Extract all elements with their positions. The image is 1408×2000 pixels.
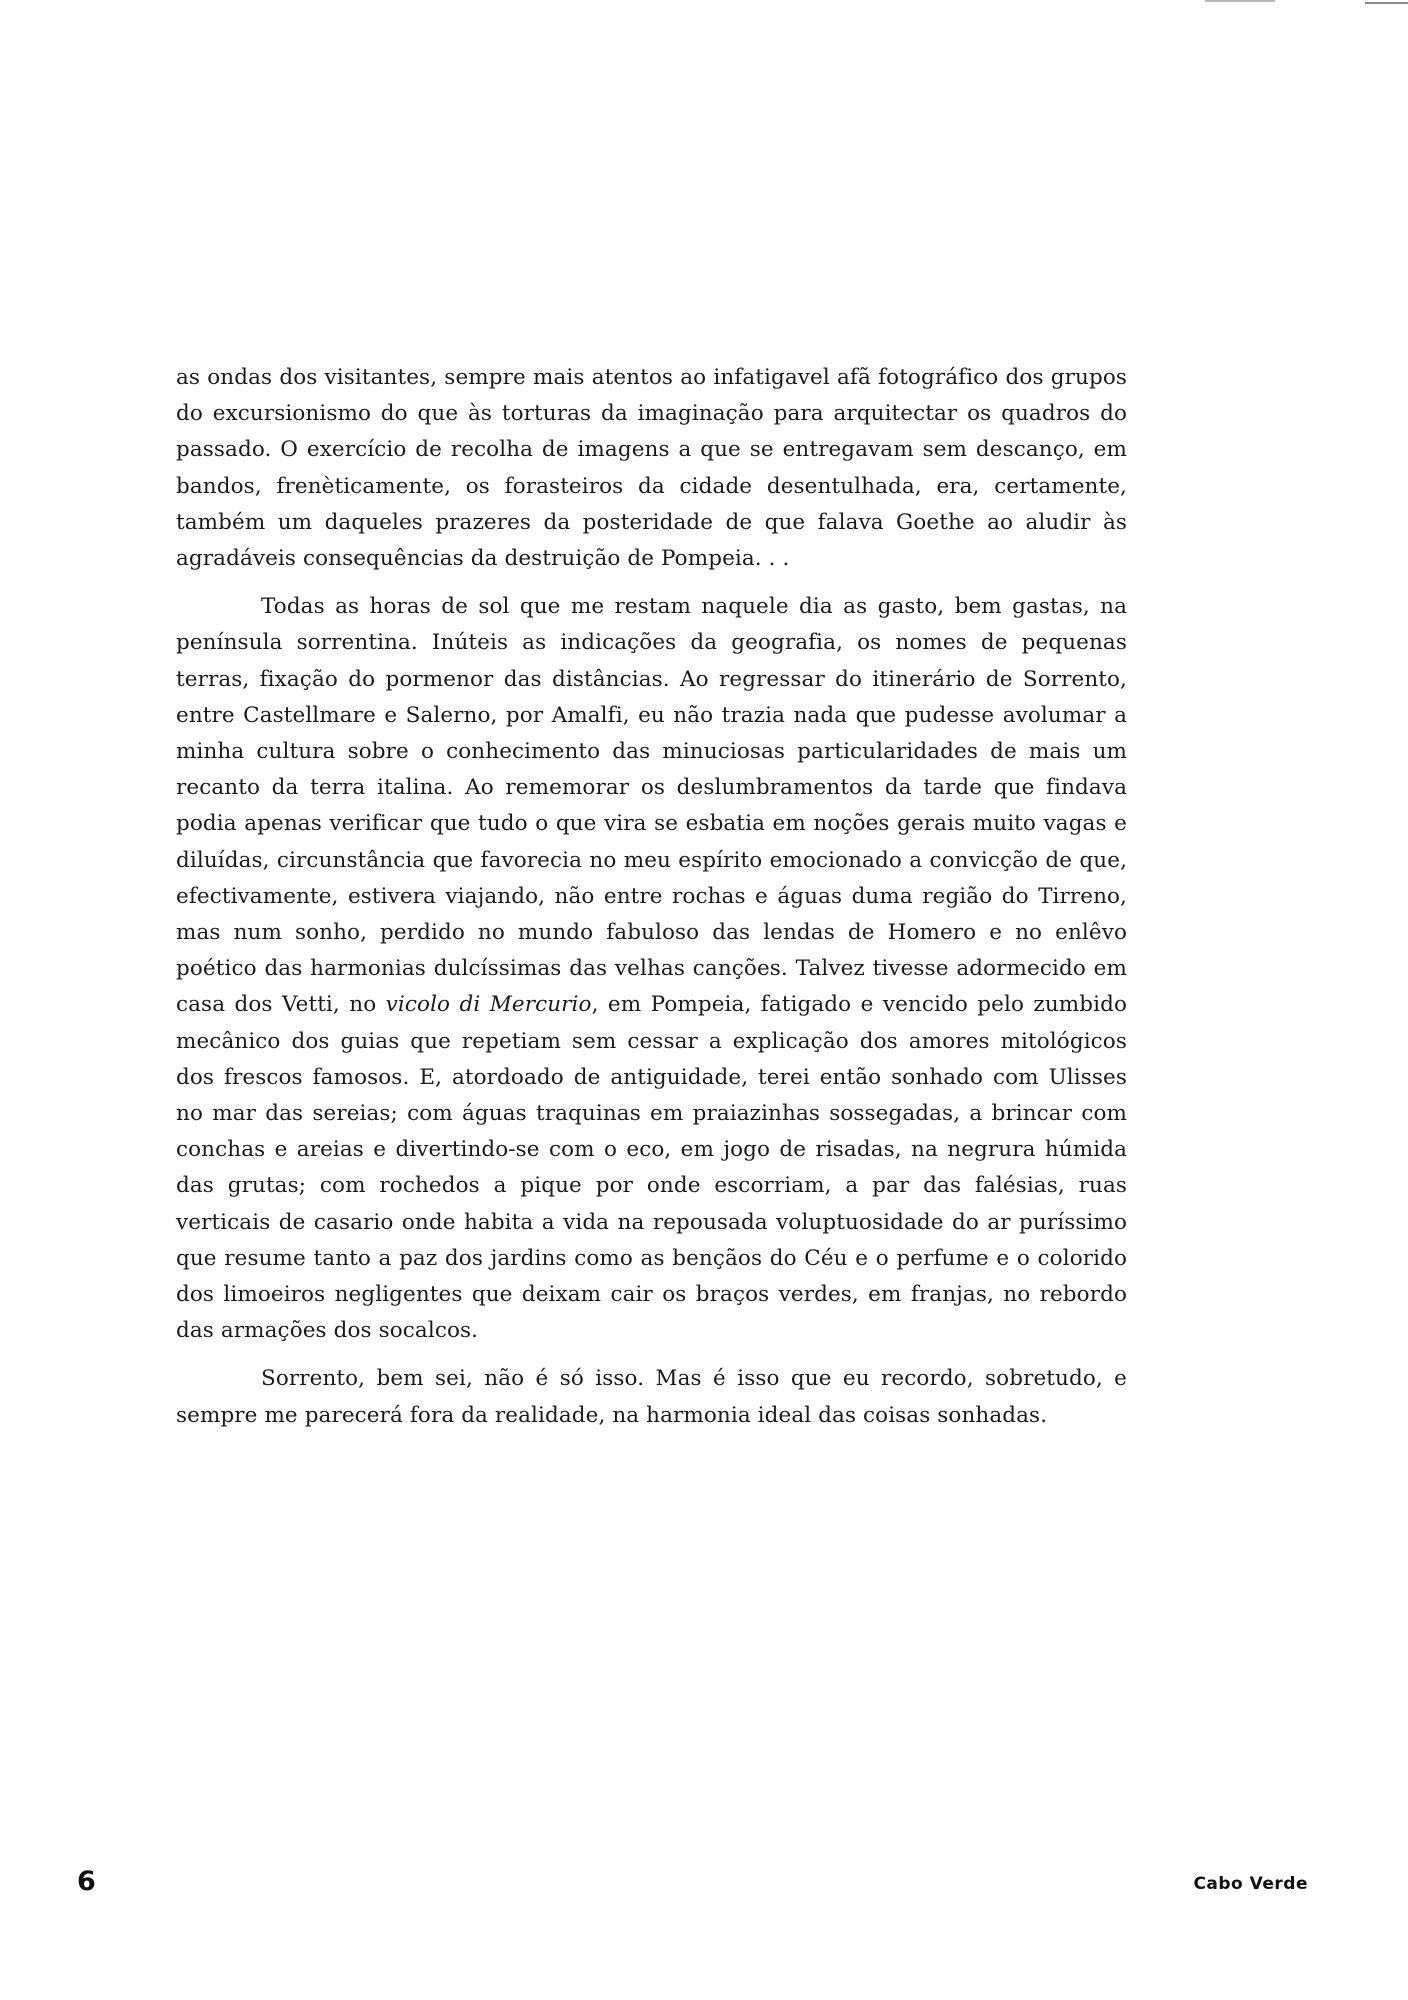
body-text: [176, 360, 1127, 1434]
paragraph-2-text-b: , em Pompeia, fatigado e vencido pelo zumbido mecânico dos guias que repetiam sem cessar a explicação dos amores mitológicos dos frescos famosos. E, atordoado de antiguidade, terei então sonhado com Ulisses no mar das sereias; com águas traquinas em praiazinhas sossegadas, a brincar com conchas e areias e divertindo-se com o eco, em jogo de risadas, na negrura húmida das grutas; com rochedos a pique por onde escorriam, a par das falésias, ruas verticais de casario onde habita a vida na repousada voluptuosidade do ar puríssimo que resume tanto a paz dos jardins como as bençãos do Céu e o perfume e o colorido dos limoeiros negligentes que deixam cair os braços verdes, em franjas, no rebordo das armações dos socalcos.: [176, 992, 1128, 1344]
paragraph-1-text: as ondas dos visitantes, sempre mais atentos ao infatigavel afã fotográfico dos grupos do excursionismo do que às torturas da imaginação para arquitectar os quadros do passado. O exercício de recolha de imagens a que se entregavam sem descanço, em bandos, frenèticamente, os forasteiros da cidade desentulhada, era, certamente, também um daqueles prazeres da posteridade de que falava Goethe ao aludir às agradáveis consequências da destruição de Pompeia. . .: [176, 365, 1127, 572]
page-number: 6: [77, 1866, 96, 1897]
top-edge-mark-right: [1365, 2, 1408, 4]
paragraph-1: [176, 360, 1127, 577]
paragraph-2-text-a: Todas as horas de sol que me restam naquele dia as gasto, bem gastas, na península sorrentina. Inúteis as indicações da geografia, os nomes de pequenas terras, fixação do pormenor das distâncias. Ao regressar do itinerário de Sorrento, entre Castellmare e Salerno, por Amalfi, eu não trazia nada que pudesse avolumar a minha cultura sobre o conhecimento das minuciosas particularidades de mais um recanto da terra italina. Ao rememorar os deslumbramentos da tarde que findava podia apenas verificar que tudo o que vira se esbatia em noções gerais muito vagas e diluídas, circunstância que favorecia no meu espírito emocionado a convicção de que, efectivamente, estivera viajando, não entre rochas e águas duma região do Tirreno, mas num sonho, perdido no mundo fabuloso das lendas de Homero e no enlêvo poético das harmonias dulcíssimas das velhas canções. Talvez tivesse adormecido em casa dos Vetti, no: [176, 594, 1127, 1018]
paragraph-2-italic-place: vicolo di Mercurio: [385, 992, 592, 1018]
publication-title: Cabo Verde: [1193, 1874, 1308, 1894]
top-edge-mark: [1205, 0, 1275, 2]
paragraph-2: [176, 589, 1127, 1349]
paragraph-3-text: Sorrento, bem sei, não é só isso. Mas é isso que eu recordo, sobretudo, e sempre me parecerá fora da realidade, na harmonia ideal das coisas sonhadas.: [176, 1366, 1127, 1428]
paragraph-3: [176, 1361, 1127, 1433]
